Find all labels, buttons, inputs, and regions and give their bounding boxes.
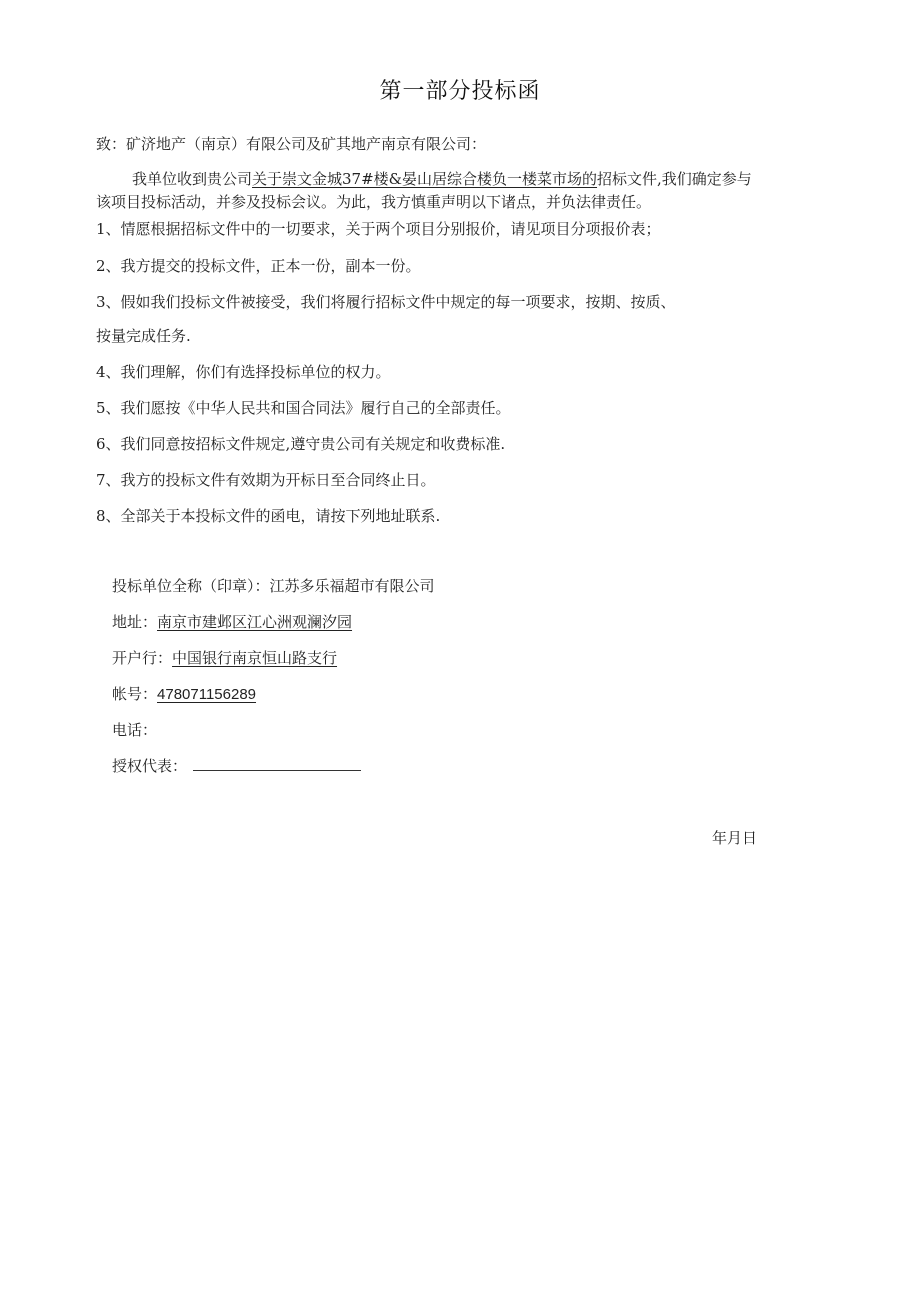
signature-blank-line [193, 756, 361, 771]
list-item: 6、我们同意按招标文件规定,遵守贵公司有关规定和收费标准. [96, 435, 506, 453]
bank-row [112, 648, 337, 668]
bank-value: 中国银行南京恒山路支行 [172, 649, 338, 667]
account-label: 帐号： [112, 685, 158, 703]
project-name: 关于崇文金城37#楼&晏山居综合楼负一楼菜市场的 [252, 170, 598, 188]
representative-label: 授权代表： [112, 757, 188, 775]
intro-line-2: 该项目投标活动，并参及投标会议。为此，我方慎重声明以下诸点，并负法律责任。 [96, 193, 652, 211]
list-item: 8、全部关于本投标文件的函电，请按下列地址联系. [96, 507, 441, 525]
address-label: 地址： [112, 613, 158, 631]
list-item: 5、我们愿按《中华人民共和国合同法》履行自己的全部责任。 [96, 399, 511, 417]
list-item: 7、我方的投标文件有效期为开标日至合同终止日。 [96, 471, 436, 489]
bank-label: 开户行： [112, 649, 173, 667]
date-line: 年月日 [712, 829, 758, 847]
list-item: 2、我方提交的投标文件，正本一份，副本一份。 [96, 257, 421, 275]
list-item: 4、我们理解，你们有选择投标单位的权力。 [96, 363, 391, 381]
address-value: 南京市建邺区江心洲观澜汐园 [157, 613, 353, 631]
company-row [112, 576, 435, 596]
list-item: 按量完成任务. [96, 327, 191, 345]
list-item: 1、情愿根据招标文件中的一切要求，关于两个项目分别报价，请见项目分项报价表； [96, 220, 661, 238]
address-row [112, 612, 352, 632]
representative-row [112, 756, 361, 776]
company-value: 江苏多乐福超市有限公司 [269, 577, 435, 595]
company-label: 投标单位全称（印章）： [112, 577, 270, 595]
intro-line-1 [132, 169, 752, 189]
list-item: 3、假如我们投标文件被接受，我们将履行招标文件中规定的每一项要求，按期、按质、 [96, 293, 676, 311]
account-value: 478071156289 [157, 686, 257, 703]
page-title: 第一部分投标函 [379, 79, 541, 104]
account-row [112, 684, 256, 705]
intro-prefix: 我单位收到贵公司 [132, 170, 253, 188]
addressee: 致：矿济地产（南京）有限公司及矿其地产南京有限公司： [96, 135, 487, 153]
intro-suffix: 招标文件,我们确定参与 [597, 170, 752, 188]
phone-row [112, 720, 157, 740]
phone-label: 电话： [112, 721, 158, 739]
